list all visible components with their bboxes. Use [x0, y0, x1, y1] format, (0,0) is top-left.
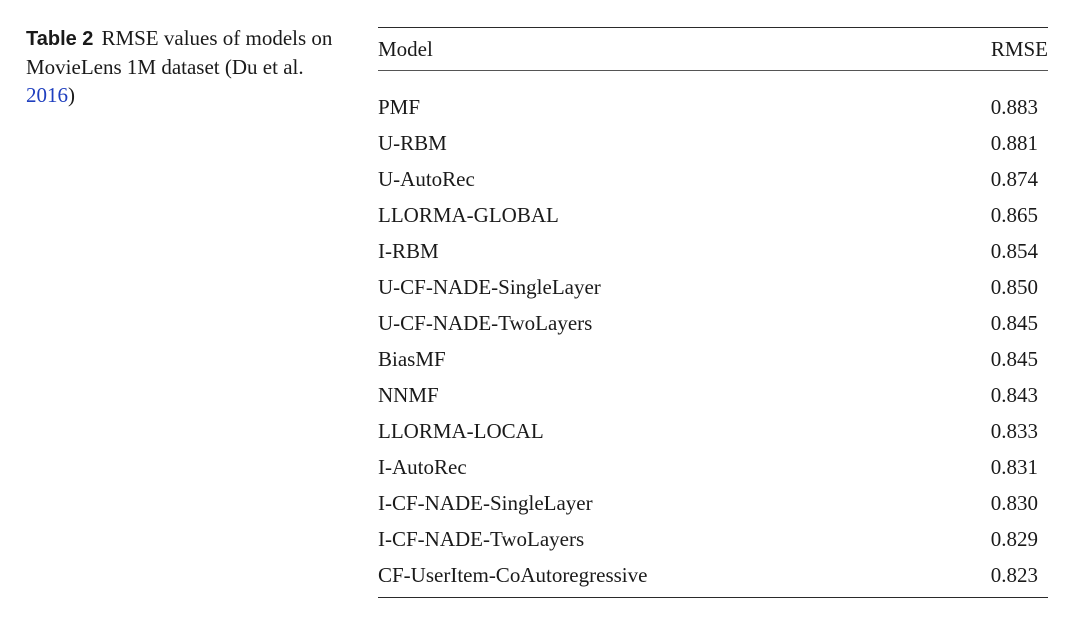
- table-row: [378, 485, 1048, 521]
- cell-model: I-CF-NADE-SingleLayer: [378, 490, 593, 515]
- table-row: [378, 413, 1048, 449]
- bottom-rule: [378, 597, 1048, 598]
- cell-rmse: 0.845: [990, 310, 1038, 335]
- cell-rmse: 0.854: [990, 238, 1038, 263]
- header-model: Model: [378, 36, 433, 61]
- cell-model: I-CF-NADE-TwoLayers: [378, 526, 585, 551]
- table-caption: [26, 24, 356, 109]
- table-header: [378, 28, 1048, 70]
- table-row: [378, 557, 1048, 593]
- cell-model: CF-UserItem-CoAutoregressive: [378, 562, 648, 587]
- header-rmse: RMSE: [990, 36, 1048, 61]
- cell-rmse: 0.831: [990, 454, 1038, 479]
- table-row: [378, 269, 1048, 305]
- citation-link[interactable]: 2016: [26, 83, 68, 107]
- table-row: [378, 449, 1048, 485]
- cell-rmse: 0.829: [990, 526, 1038, 551]
- cell-rmse: 0.830: [990, 490, 1038, 515]
- cell-model: I-RBM: [378, 238, 439, 263]
- table-row: [378, 305, 1048, 341]
- cell-rmse: 0.850: [990, 274, 1038, 299]
- table-row: [378, 89, 1048, 125]
- table-row: [378, 377, 1048, 413]
- table-row: [378, 521, 1048, 557]
- cell-model: I-AutoRec: [378, 454, 467, 479]
- cell-model: BiasMF: [378, 346, 446, 371]
- cell-rmse: 0.883: [990, 94, 1038, 119]
- cell-model: NNMF: [378, 382, 439, 407]
- cell-model: U-RBM: [378, 130, 447, 155]
- cell-rmse: 0.881: [990, 130, 1038, 155]
- table-row: [378, 341, 1048, 377]
- cell-rmse: 0.845: [990, 346, 1038, 371]
- cell-rmse: 0.874: [990, 166, 1038, 191]
- cell-model: U-AutoRec: [378, 166, 475, 191]
- cell-model: LLORMA-GLOBAL: [378, 202, 559, 227]
- caption-text: RMSE values of models on MovieLens 1M dataset (Du et al.: [26, 26, 333, 79]
- caption-close: ): [68, 83, 75, 107]
- table-body: [378, 71, 1048, 597]
- cell-model: PMF: [378, 94, 421, 119]
- table-label: Table 2: [26, 28, 94, 50]
- table-row: [378, 125, 1048, 161]
- cell-rmse: 0.823: [990, 562, 1038, 587]
- table-row: [378, 197, 1048, 233]
- cell-model: U-CF-NADE-TwoLayers: [378, 310, 593, 335]
- table-row: [378, 161, 1048, 197]
- rmse-table: [378, 27, 1048, 598]
- cell-rmse: 0.833: [990, 418, 1038, 443]
- cell-model: LLORMA-LOCAL: [378, 418, 544, 443]
- cell-model: U-CF-NADE-SingleLayer: [378, 274, 601, 299]
- cell-rmse: 0.843: [990, 382, 1038, 407]
- table-row: [378, 233, 1048, 269]
- cell-rmse: 0.865: [990, 202, 1038, 227]
